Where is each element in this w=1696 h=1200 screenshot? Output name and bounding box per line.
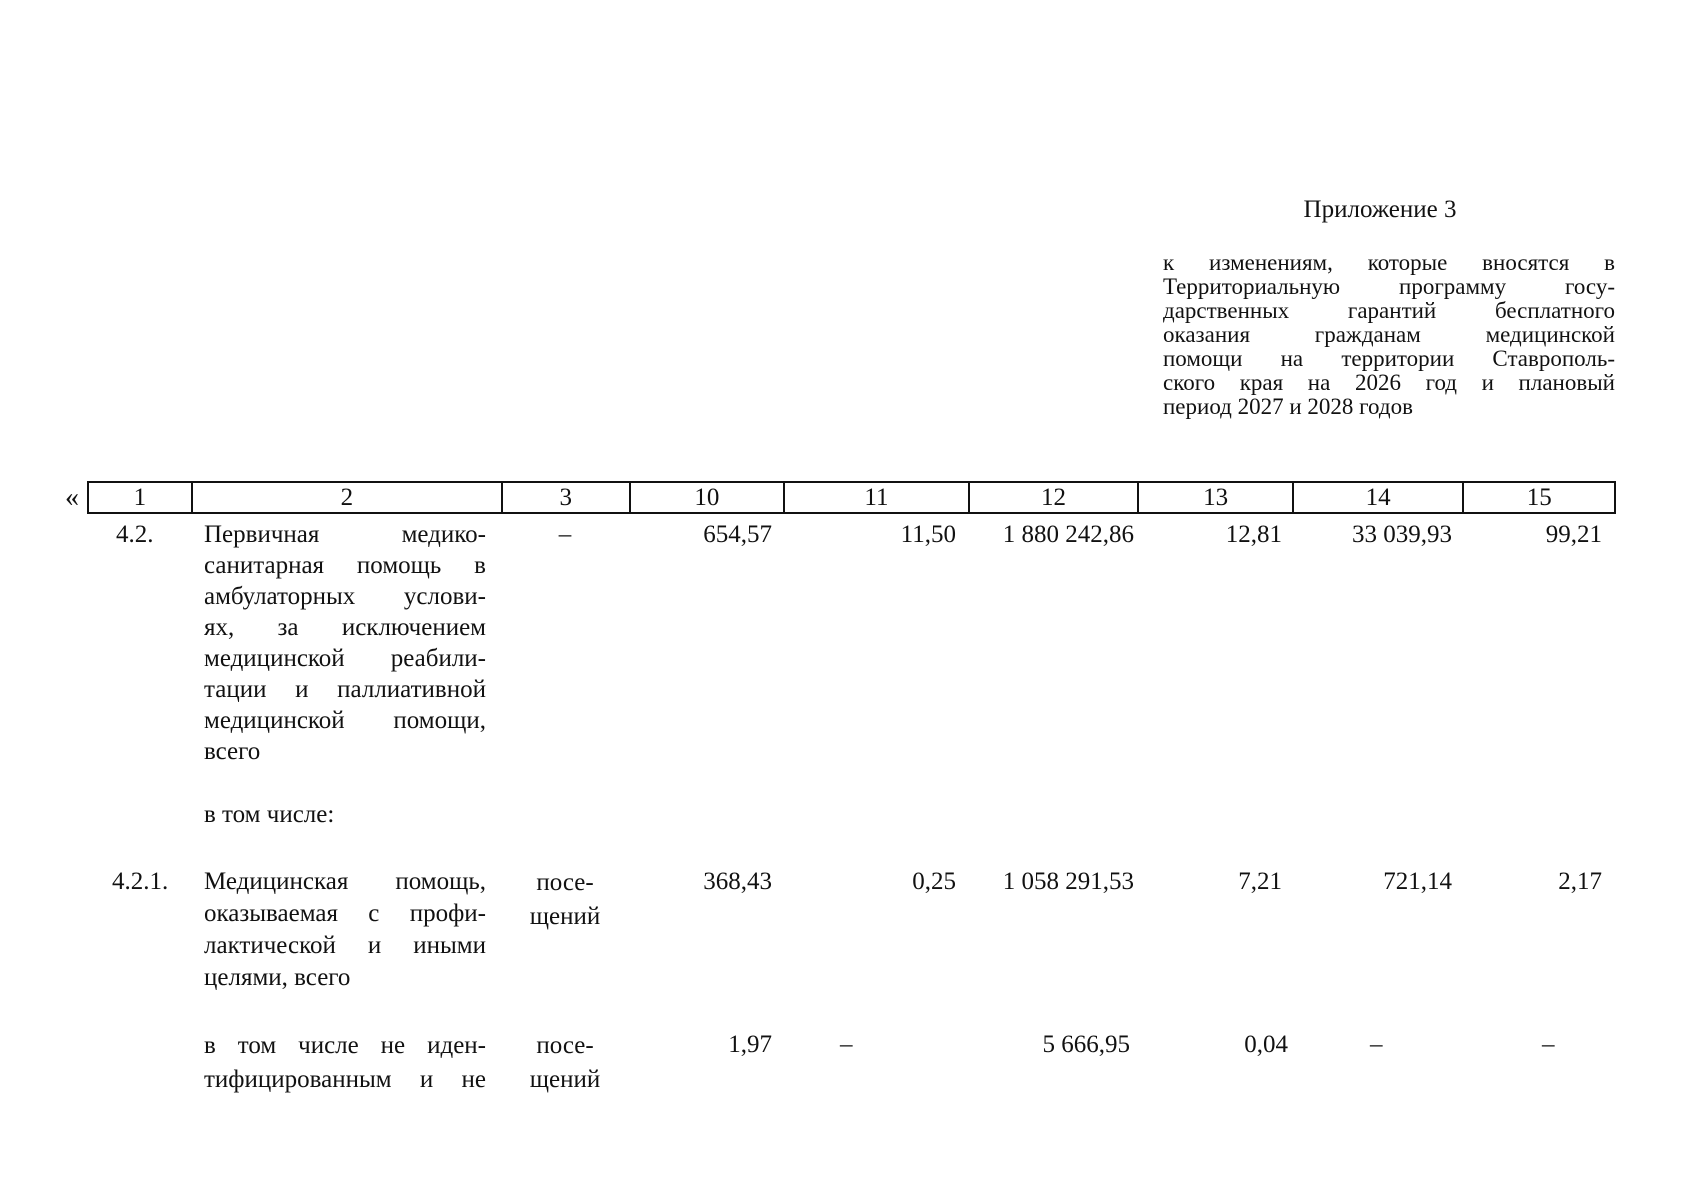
desc-line: Первичная медико-: [204, 521, 486, 548]
cell-col-13: 12,81: [1225, 521, 1282, 548]
cell-col-10: 1,97: [728, 1031, 772, 1058]
header-col-10: 10: [631, 483, 786, 512]
appendix-line: период 2027 и 2028 годов: [1163, 394, 1413, 419]
appendix-line: оказания гражданам медицинской: [1163, 322, 1615, 347]
cell-col-15: 99,21: [1545, 521, 1602, 548]
cell-col-14: 33 039,93: [1352, 521, 1452, 548]
desc-line: амбулаторных услови-: [204, 583, 486, 610]
row-unit: [520, 1029, 610, 1097]
cell-col-11: –: [840, 1031, 853, 1058]
header-col-14: 14: [1294, 483, 1465, 512]
desc-line: всего: [204, 738, 261, 765]
cell-col-12: 1 880 242,86: [1002, 521, 1134, 548]
header-col-11: 11: [785, 483, 970, 512]
row-description: [204, 1029, 486, 1097]
desc-line: тифицированным и не: [204, 1066, 486, 1093]
desc-line: медицинской помощи,: [204, 707, 486, 734]
desc-line: в том числе не иден-: [204, 1032, 486, 1059]
desc-line: оказываемая с профи-: [204, 900, 486, 927]
row-description: в том числе:: [204, 801, 335, 828]
cell-col-13: 0,04: [1244, 1031, 1288, 1058]
cell-col-12: 5 666,95: [1042, 1031, 1130, 1058]
desc-line: санитарная помощь в: [204, 552, 486, 579]
unit-line: посе-: [536, 869, 594, 896]
row-number: 4.2.: [116, 521, 154, 548]
cell-col-11: 0,25: [912, 868, 956, 895]
unit-line: щений: [529, 1066, 601, 1093]
cell-col-15: –: [1542, 1031, 1555, 1058]
header-col-13: 13: [1139, 483, 1294, 512]
row-description: [204, 519, 486, 767]
desc-line: Медицинская помощь,: [204, 868, 486, 895]
opening-quote-mark: «: [65, 482, 79, 513]
desc-line: целями, всего: [204, 964, 351, 991]
cell-col-10: 654,57: [703, 521, 772, 548]
cell-col-12: 1 058 291,53: [1002, 868, 1134, 895]
cell-col-13: 7,21: [1238, 868, 1282, 895]
header-col-2: 2: [193, 483, 503, 512]
header-col-1: 1: [89, 483, 193, 512]
cell-col-14: –: [1370, 1031, 1383, 1058]
unit-line: щений: [529, 903, 601, 930]
cell-col-14: 721,14: [1383, 868, 1452, 895]
appendix-line: дарственных гарантий бесплатного: [1163, 298, 1615, 323]
header-col-15: 15: [1526, 483, 1552, 511]
unit-line: посе-: [536, 1032, 594, 1059]
header-col-3: 3: [503, 483, 631, 512]
desc-line: ях, за исключением: [204, 614, 486, 641]
appendix-line: помощи на территории Ставрополь-: [1163, 346, 1615, 371]
row-unit: –: [558, 521, 572, 548]
desc-line: лактической и иными: [204, 932, 486, 959]
header-col-12: 12: [970, 483, 1140, 512]
row-number: 4.2.1.: [112, 868, 169, 895]
appendix-title: Приложение 3: [1303, 196, 1457, 223]
table-header-row: [87, 481, 1616, 514]
appendix-subtitle: [1163, 251, 1615, 419]
row-unit: [520, 866, 610, 934]
appendix-line: ского края на 2026 год и плановый: [1163, 370, 1615, 395]
desc-line: медицинской реабили-: [204, 645, 486, 672]
desc-line: тации и паллиативной: [204, 676, 486, 703]
row-description: [204, 866, 486, 994]
cell-col-11: 11,50: [900, 521, 956, 548]
cell-col-10: 368,43: [703, 868, 772, 895]
cell-col-15: 2,17: [1558, 868, 1602, 895]
appendix-line: Территориальную программу госу-: [1163, 274, 1615, 299]
appendix-line: к изменениям, которые вносятся в: [1163, 250, 1615, 275]
